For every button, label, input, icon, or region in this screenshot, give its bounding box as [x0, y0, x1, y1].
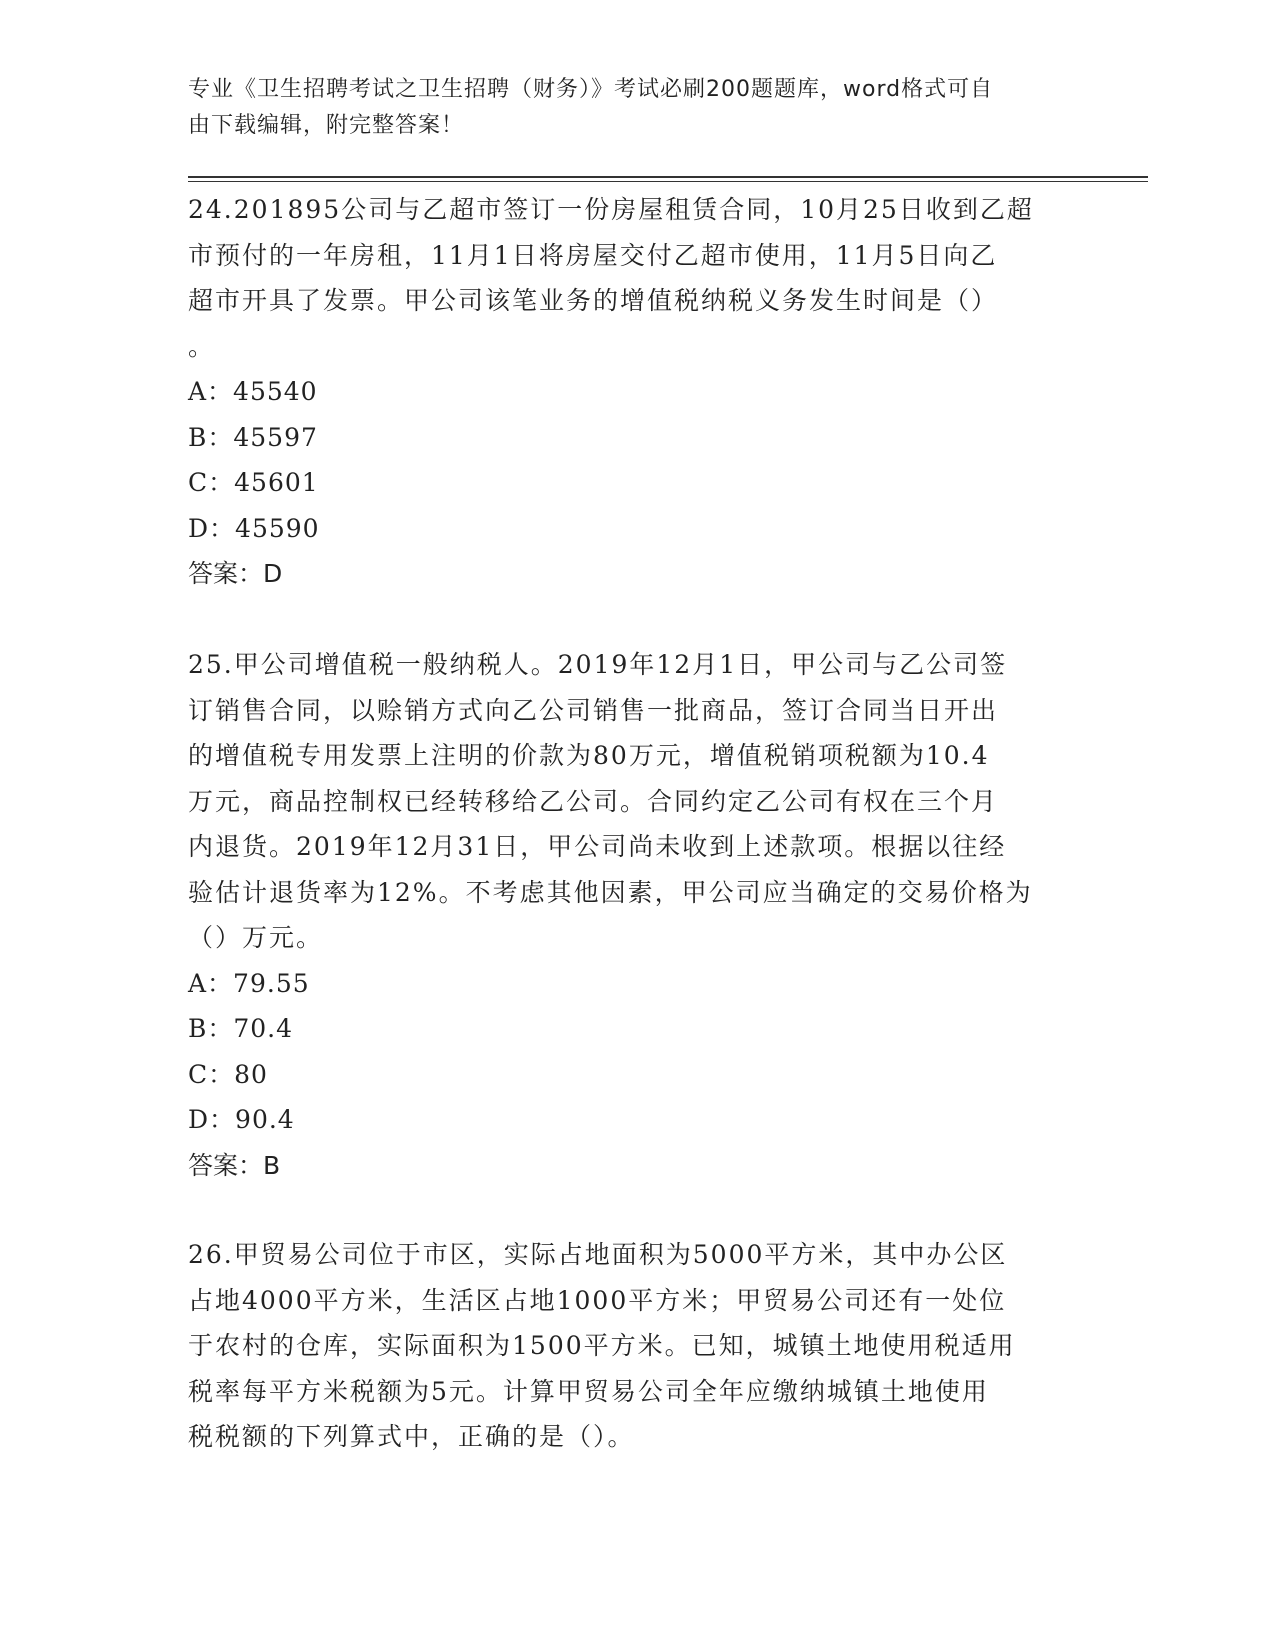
answer-line: 答案：B	[188, 1150, 281, 1180]
stem-line: （）万元。	[188, 923, 324, 952]
header-divider-thick	[188, 176, 1148, 178]
question-25	[188, 642, 1088, 1188]
question-26	[188, 1232, 1088, 1460]
option-d: D：45590	[188, 513, 320, 543]
stem-line: 验估计退货率为12%。不考虑其他因素，甲公司应当确定的交易价格为	[188, 877, 1033, 907]
stem-line: 占地4000平方米，生活区占地1000平方米；甲贸易公司还有一处位	[188, 1285, 1007, 1315]
stem-line: 税率每平方米税额为5元。计算甲贸易公司全年应缴纳城镇土地使用	[188, 1376, 989, 1406]
stem-line: 24.201895公司与乙超市签订一份房屋租赁合同，10月25日收到乙超	[188, 195, 1034, 224]
option-b: B：70.4	[188, 1014, 294, 1043]
question-24	[188, 187, 1088, 597]
option-c: C：80	[188, 1059, 268, 1089]
stem-line: 市预付的一年房租，11月1日将房屋交付乙超市使用，11月5日向乙	[188, 240, 998, 270]
header-divider-thin	[188, 181, 1148, 182]
stem-line: 于农村的仓库，实际面积为1500平方米。已知，城镇土地使用税适用	[188, 1331, 1016, 1360]
header-line-1: 专业《卫生招聘考试之卫生招聘（财务）》考试必刷200题题库，word格式可自	[188, 77, 994, 102]
option-a: A：79.55	[188, 968, 310, 998]
stem-line: 的增值税专用发票上注明的价款为80万元，增值税销项税额为10.4	[188, 741, 990, 770]
stem-line: 订销售合同，以赊销方式向乙公司销售一批商品，签订合同当日开出	[188, 695, 999, 725]
stem-line: 25.甲公司增值税一般纳税人。2019年12月1日，甲公司与乙公司签	[188, 650, 1008, 679]
answer-line: 答案：D	[188, 559, 283, 588]
document-header	[188, 72, 1068, 144]
stem-line: 26.甲贸易公司位于市区，实际占地面积为5000平方米，其中办公区	[188, 1240, 1008, 1269]
options-list	[188, 961, 1088, 1143]
option-d: D：90.4	[188, 1105, 295, 1134]
stem-line: 万元，商品控制权已经转移给乙公司。合同约定乙公司有权在三个月	[188, 786, 999, 816]
stem-line: 税税额的下列算式中，正确的是（）。	[188, 1422, 635, 1451]
option-a: A：45540	[188, 377, 318, 406]
question-stem	[188, 1232, 1088, 1460]
stem-line: 内退货。2019年12月31日，甲公司尚未收到上述款项。根据以往经	[188, 832, 1007, 861]
question-stem	[188, 642, 1088, 961]
header-line-2: 由下载编辑，附完整答案！	[188, 113, 465, 138]
option-b: B：45597	[188, 422, 318, 452]
question-stem	[188, 187, 1088, 369]
stem-line: 。	[188, 331, 216, 361]
option-c: C：45601	[188, 468, 319, 497]
stem-line: 超市开具了发票。甲公司该笔业务的增值税纳税义务发生时间是（）	[188, 286, 999, 315]
options-list	[188, 369, 1088, 551]
